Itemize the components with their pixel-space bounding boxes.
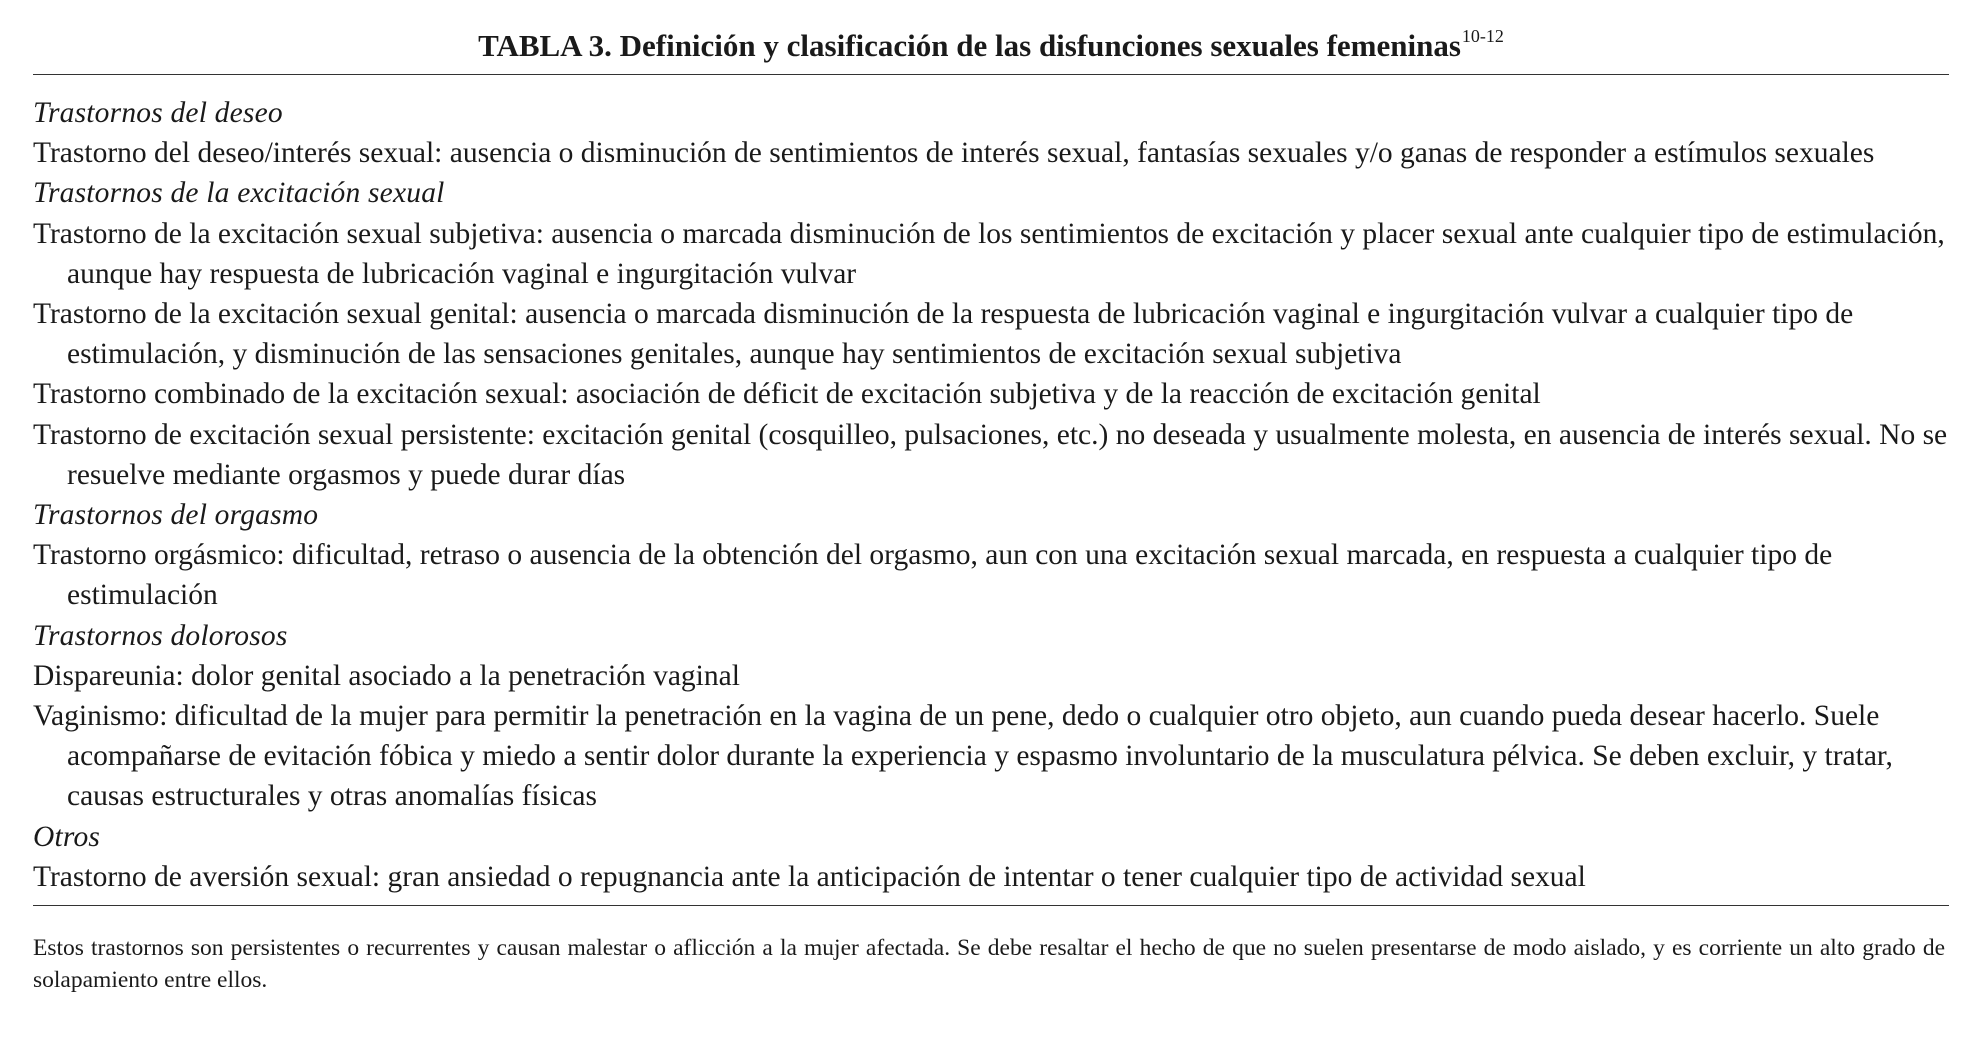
entry-orgasmico: Trastorno orgásmico: dificultad, retraso o ausencia de la obtención del orgasmo, aun con una excitación sexual marcada, en respuesta a cualquier tipo de estimulación [33, 539, 1833, 612]
entry-excitacion-persistente: Trastorno de excitación sexual persistente: excitación genital (cosquilleo, pulsaciones, etc.) no deseada y usualmente molesta, en ausencia de interés sexual. No se resuelve mediante orgasmos y puede durar días [33, 418, 1948, 491]
section-heading-dolorosos: Trastornos dolorosos [33, 619, 288, 652]
section-heading-otros: Otros [33, 820, 101, 853]
entry-excitacion-combinada: Trastorno combinado de la excitación sexual: asociación de déficit de excitación subjetiva y de la reacción de excitación genital [33, 378, 1541, 411]
title-reference-superscript: 10-12 [1461, 26, 1504, 46]
section-heading-deseo: Trastornos del deseo [33, 97, 283, 129]
table-body [33, 93, 1949, 897]
entry-excitacion-genital: Trastorno de la excitación sexual genital: ausencia o marcada disminución de la respuesta de lubricación vaginal e ingurgitación vulvar a cualquier tipo de estimulación, y disminución de las sensaciones genitales, aunque hay sentimientos de excitación sexual subjetiva [33, 298, 1854, 371]
section-heading-excitacion: Trastornos de la excitación sexual [33, 177, 445, 210]
table-title [33, 28, 1949, 68]
entry-aversion-sexual: Trastorno de aversión sexual: gran ansiedad o repugnancia ante la anticipación de intentar o tener cualquier tipo de actividad sexual [33, 860, 1586, 893]
section-heading-orgasmo: Trastornos del orgasmo [33, 499, 319, 532]
bottom-rule [33, 905, 1949, 906]
table-title-text: TABLA 3. Definición y clasificación de las disfunciones sexuales femeninas [478, 28, 1461, 63]
entry-dispareunia: Dispareunia: dolor genital asociado a la penetración vaginal [33, 659, 740, 692]
top-rule [33, 74, 1949, 75]
entry-deseo-interes: Trastorno del deseo/interés sexual: ausencia o disminución de sentimientos de interés sexual, fantasías sexuales y/o ganas de responder a estímulos sexuales [33, 137, 1875, 170]
entry-vaginismo: Vaginismo: dificultad de la mujer para permitir la penetración en la vagina de un pene, dedo o cualquier otro objeto, aun cuando pueda desear hacerlo. Suele acompañarse de evitación fóbica y miedo a sentir dolor durante la experiencia y espasmo involuntario de la musculatura pélvica. Se deben excluir, y tratar, causas estructurales y otras anomalías físicas [33, 700, 1893, 813]
entry-excitacion-subjetiva: Trastorno de la excitación sexual subjetiva: ausencia o marcada disminución de los sentimientos de excitación y placer sexual ante cualquier tipo de estimulación, aunque hay respuesta de lubricación vaginal e ingurgitación vulvar [33, 217, 1945, 290]
table-container [33, 0, 1949, 996]
table-footnote: Estos trastornos son persistentes o recurrentes y causan malestar o aflicción a la mujer afectada. Se debe resaltar el hecho de que no suelen presentarse de modo aislado, y es corriente un alto grado de solapamiento entre ellos. [33, 935, 1945, 994]
